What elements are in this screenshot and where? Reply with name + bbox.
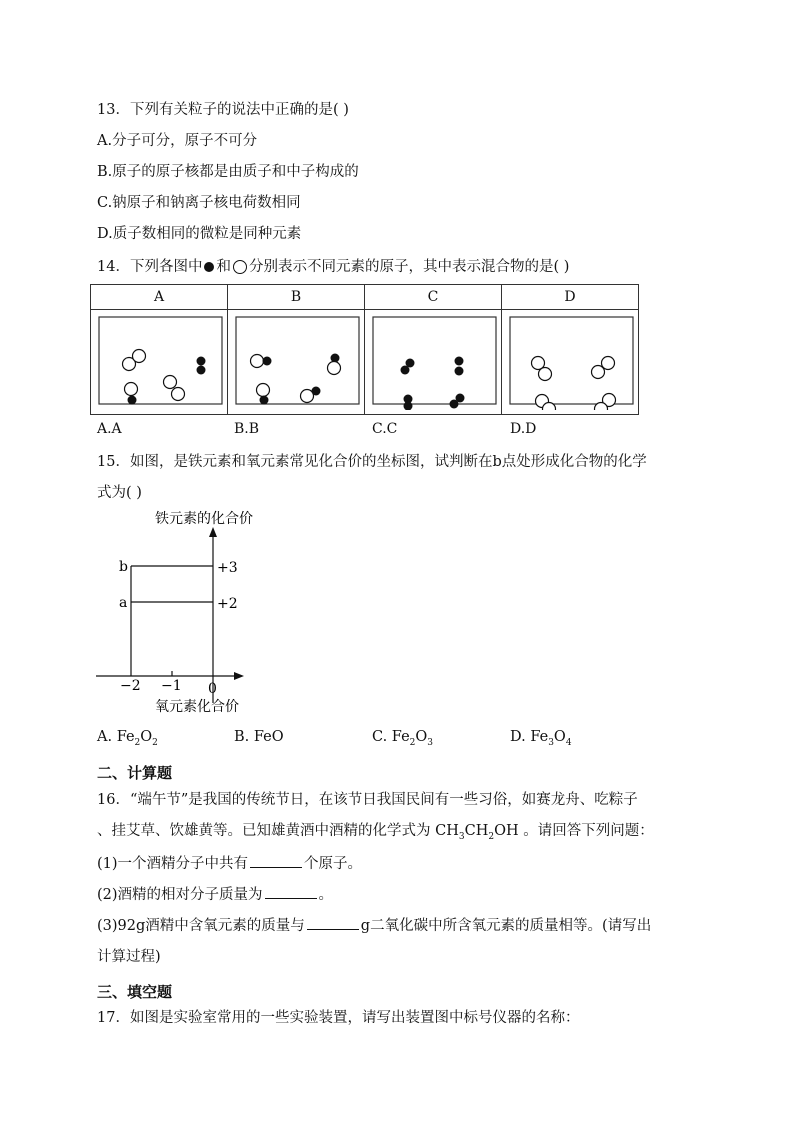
q16-part3-line2: 计算过程) — [97, 949, 161, 965]
y-axis-arrow-icon — [209, 527, 217, 537]
x-tick-zero: 0 — [208, 681, 217, 697]
q16-part1: (1)一个酒精分子中共有 个原子。 — [97, 852, 362, 873]
q14-answer-d: D.D — [510, 421, 537, 437]
q13-option-d: D.质子数相同的微粒是同种元素 — [97, 226, 302, 242]
q15-stem-line2: 式为( ) — [97, 485, 142, 501]
q16-part3: (3)92g酒精中含氧元素的质量与 g二氧化碳中所含氧元素的质量相等。(请写出 — [97, 914, 651, 935]
q14-header-d: D — [502, 285, 639, 310]
q17-stem: 17．如图是实验室常用的一些实验装置，请写出装置图中标号仪器的名称： — [97, 1010, 580, 1026]
q14-header-a: A — [91, 285, 228, 310]
q14-stem: 14．下列各图中 和 分别表示不同元素的原子，其中表示混合物的是( ) — [97, 259, 570, 275]
q15-option-a: A. $Fe_2O_2$ — [97, 729, 158, 748]
q14-answer-c: C.C — [372, 421, 398, 437]
answer-blank-1[interactable] — [250, 853, 302, 868]
q14-header-c: C — [365, 285, 502, 310]
q14-diagram-d — [502, 310, 639, 415]
q14-options-table — [90, 284, 639, 415]
q14-diagram-b — [228, 310, 365, 415]
q15-option-b: B. FeO — [234, 729, 284, 745]
y-tick-plus2: +2 — [217, 596, 238, 612]
section-heading-fill: 三、填空题 — [97, 983, 173, 1001]
black-atom-icon — [204, 262, 214, 272]
q15-valence-chart — [90, 505, 290, 720]
q14-header-b: B — [228, 285, 365, 310]
q14-answer-a: A.A — [97, 421, 122, 437]
chart-ylabel: 铁元素的化合价 — [155, 511, 253, 527]
q15-option-d: D. $Fe_3O_4$ — [510, 729, 572, 748]
q13-option-b: B.原子的原子核都是由质子和中子构成的 — [97, 164, 359, 180]
q13-option-c: C.钠原子和钠离子核电荷数相同 — [97, 195, 301, 211]
q15-option-c: C. $Fe_2O_3$ — [372, 729, 434, 748]
q14-diagram-c — [365, 310, 502, 415]
q16-part2: (2)酒精的相对分子质量为 。 — [97, 883, 333, 904]
x-tick-minus2: −2 — [120, 678, 141, 694]
chart-xlabel: 氧元素化合价 — [155, 699, 239, 715]
q14-diagram-a — [91, 310, 228, 415]
x-axis-arrow-icon — [234, 672, 244, 680]
answer-blank-3[interactable] — [307, 915, 359, 930]
q16-stem-line2: 、挂艾草、饮雄黄等。已知雄黄酒中酒精的化学式为 $CH_3CH_2OH$ 。请回答下列问题： — [97, 823, 654, 842]
point-a-label: a — [119, 595, 128, 611]
answer-blank-2[interactable] — [265, 884, 317, 899]
y-tick-plus3: +3 — [217, 560, 238, 576]
q15-stem-line1: 15．如图，是铁元素和氧元素常见化合价的坐标图，试判断在b点处形成化合物的化学 — [97, 454, 647, 470]
section-heading-calc: 二、计算题 — [97, 764, 173, 782]
q16-stem-line1: 16．“端午节”是我国的传统节日，在该节日我国民间有一些习俗，如赛龙舟、吃粽子 — [97, 792, 638, 808]
q13-option-a: A.分子可分，原子不可分 — [97, 133, 258, 149]
q13-stem: 13．下列有关粒子的说法中正确的是( ) — [97, 102, 349, 118]
q14-answer-b: B.B — [234, 421, 260, 437]
point-b-label: b — [119, 559, 128, 575]
x-tick-minus1: −1 — [161, 678, 182, 694]
white-atom-icon — [233, 260, 247, 274]
